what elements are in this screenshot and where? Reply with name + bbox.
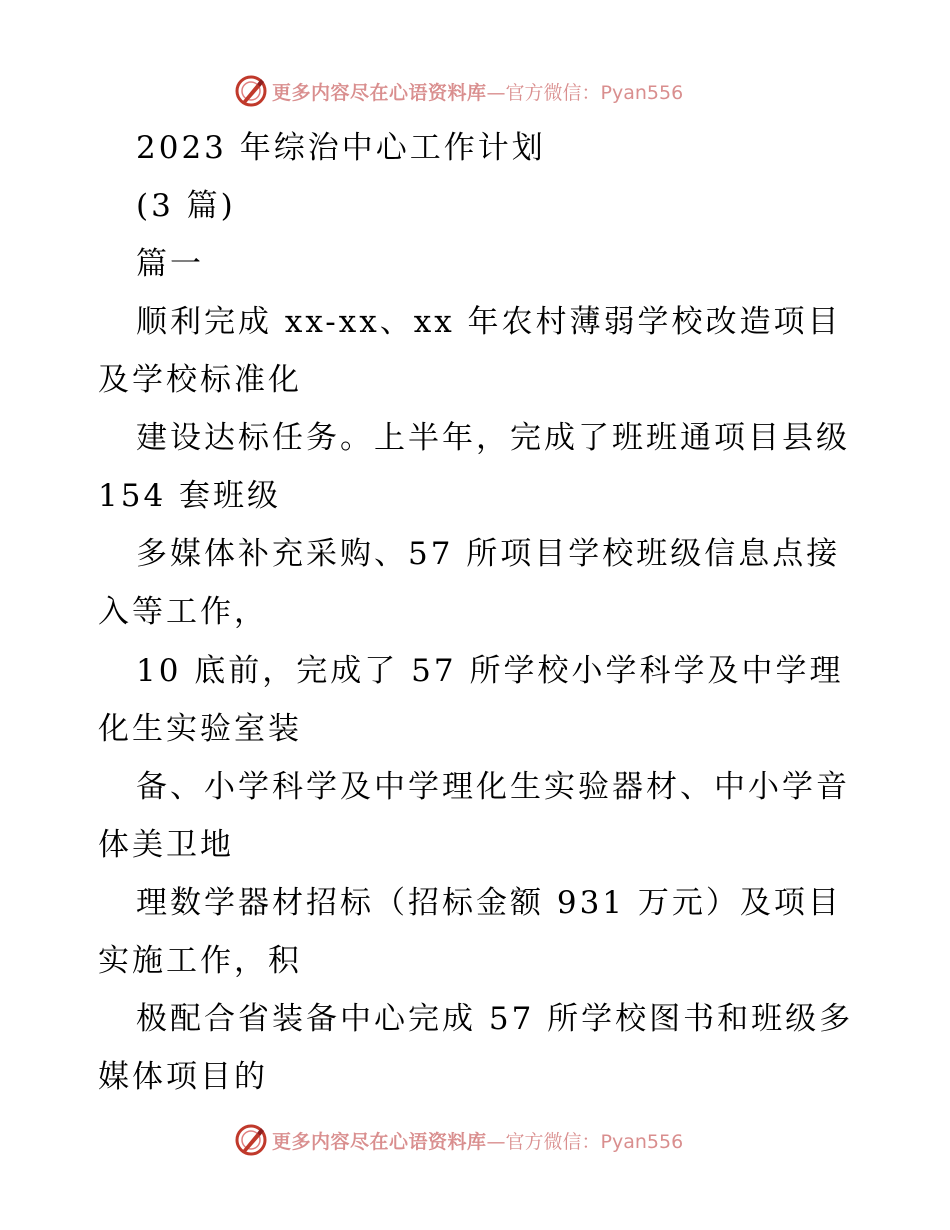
paragraph-line: 化生实验室装 [98, 711, 302, 747]
header-watermark [234, 73, 683, 109]
paragraph-line: 顺利完成 xx-xx、xx 年农村薄弱学校改造项目 [136, 304, 842, 340]
paragraph-line: 媒体项目的 [98, 1059, 268, 1095]
section-heading: 篇一 [136, 246, 204, 282]
footer-watermark [234, 1122, 683, 1158]
paragraph-line: 体美卫地 [98, 827, 234, 863]
pen-logo-icon [234, 74, 268, 108]
watermark-wechat-text: —官方微信：Pyan556 [486, 81, 684, 104]
paragraph-line: 建设达标任务。上半年，完成了班班通项目县级 [136, 420, 850, 456]
paragraph-line: 理数学器材招标（招标金额 931 万元）及项目 [136, 885, 842, 921]
watermark-wechat-text: —官方微信：Pyan556 [486, 1130, 684, 1153]
paragraph-line: 154 套班级 [98, 478, 282, 514]
pen-logo-icon [234, 1123, 268, 1157]
paragraph-line: 入等工作， [98, 594, 268, 630]
watermark-brand-text: 更多内容尽在心语资料库 [272, 81, 487, 104]
watermark-brand-text: 更多内容尽在心语资料库 [272, 1130, 487, 1153]
paragraph-line: 备、小学科学及中学理化生实验器材、中小学音 [136, 769, 850, 805]
paragraph-line: 实施工作，积 [98, 943, 302, 979]
paragraph-line: 多媒体补充采购、57 所项目学校班级信息点接 [136, 536, 841, 572]
document-title: 2023 年综治中心工作计划 [136, 130, 546, 166]
paragraph-line: 及学校标准化 [98, 362, 302, 398]
paragraph-line: 极配合省装备中心完成 57 所学校图书和班级多 [136, 1001, 854, 1037]
paragraph-line: 10 底前，完成了 57 所学校小学科学及中学理 [136, 653, 844, 689]
document-subtitle: (3 篇) [136, 188, 236, 224]
